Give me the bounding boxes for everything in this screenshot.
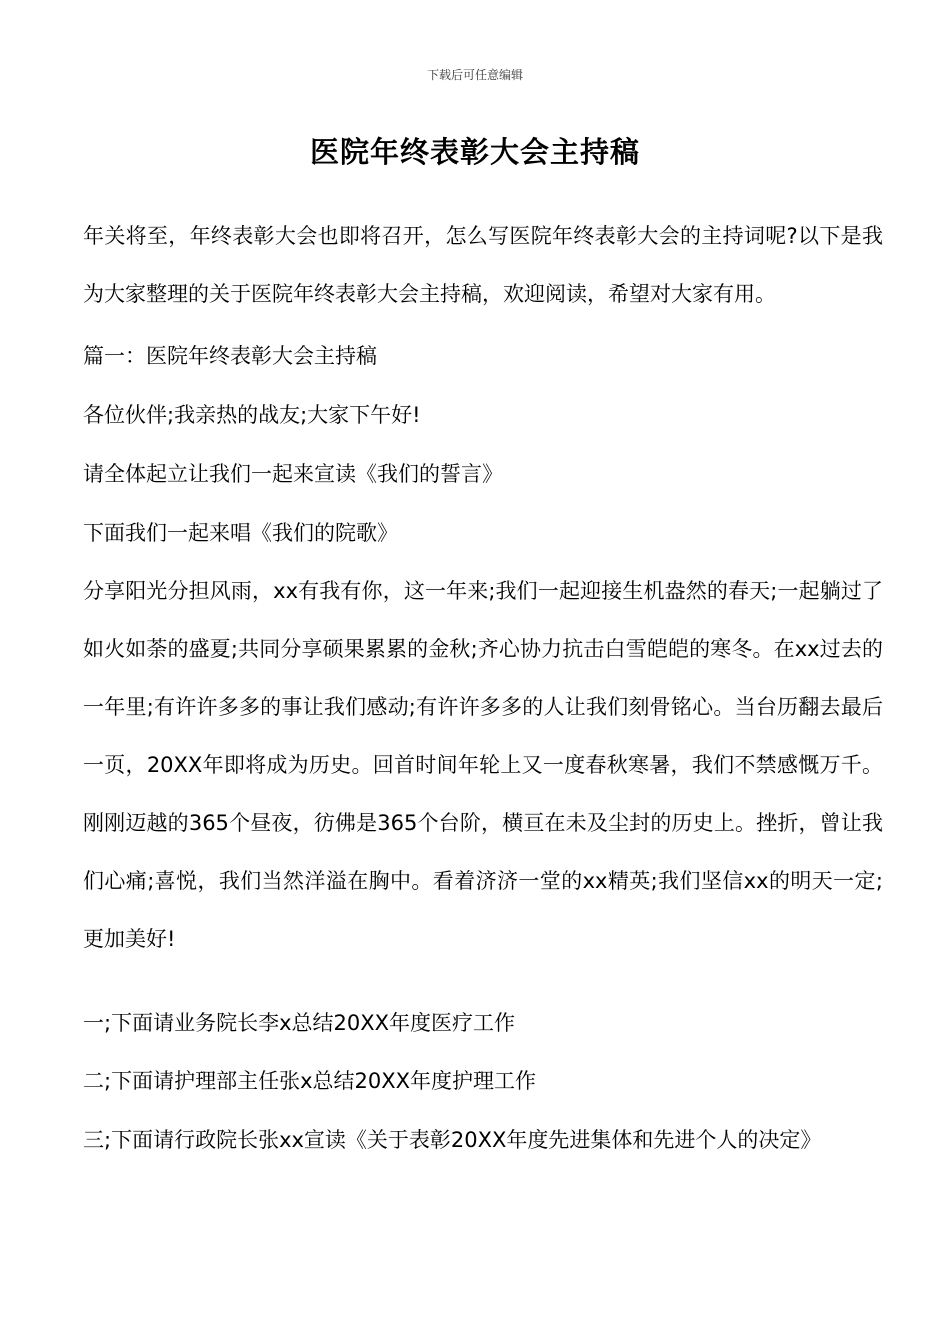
greeting-line: 各位伙伴;我亲热的战友;大家下午好!: [83, 403, 421, 427]
agenda-item-3-block: [83, 1111, 883, 1169]
section-heading-block: [83, 327, 883, 385]
agenda-item-1: 一;下面请业务院长李x总结20XX年度医疗工作: [83, 1011, 515, 1035]
main-paragraph-block: [83, 562, 883, 968]
oath-block: [83, 445, 883, 503]
song-block: [83, 504, 883, 562]
header-note: 下载后可任意编辑: [426, 68, 523, 82]
oath-line: 请全体起立让我们一起来宣读《我们的誓言》: [83, 462, 503, 486]
agenda-item-2: 二;下面请护理部主任张x总结20XX年度护理工作: [83, 1069, 536, 1093]
document-title: 医院年终表彰大会主持稿: [309, 135, 640, 169]
greeting-block: [83, 386, 883, 444]
agenda-item-3: 三;下面请行政院长张xx宣读《关于表彰20XX年度先进集体和先进个人的决定》: [83, 1128, 822, 1152]
main-paragraph: 分享阳光分担风雨，xx有我有你，这一年来;我们一起迎接生机盎然的春天;一起躺过了如火如荼的盛夏;共同分享硕果累累的金秋;齐心协力抗击白雪皑皑的寒冬。在xx过去的一年里;有许许多多的事让我们感动;有许许多多的人让我们刻骨铭心。当台历翻去最后一页，20XX年即将成为历史。回首时间年轮上又一度春秋寒暑，我们不禁感慨万千。刚刚迈越的365个昼夜，彷佛是365个台阶，横亘在未及尘封的历史上。挫折，曾让我们心痛;喜悦，我们当然洋溢在胸中。看着济济一堂的xx精英;我们坚信xx的明天一定;更加美好!: [83, 579, 883, 951]
intro-paragraph-block: [83, 207, 883, 323]
song-line: 下面我们一起来唱《我们的院歌》: [83, 521, 398, 545]
agenda-item-1-block: [83, 994, 883, 1052]
agenda-item-2-block: [83, 1052, 883, 1110]
section-heading: 篇一：医院年终表彰大会主持稿: [83, 344, 377, 368]
intro-paragraph: 年关将至，年终表彰大会也即将召开，怎么写医院年终表彰大会的主持词呢?以下是我为大家整理的关于医院年终表彰大会主持稿，欢迎阅读，希望对大家有用。: [83, 224, 883, 306]
